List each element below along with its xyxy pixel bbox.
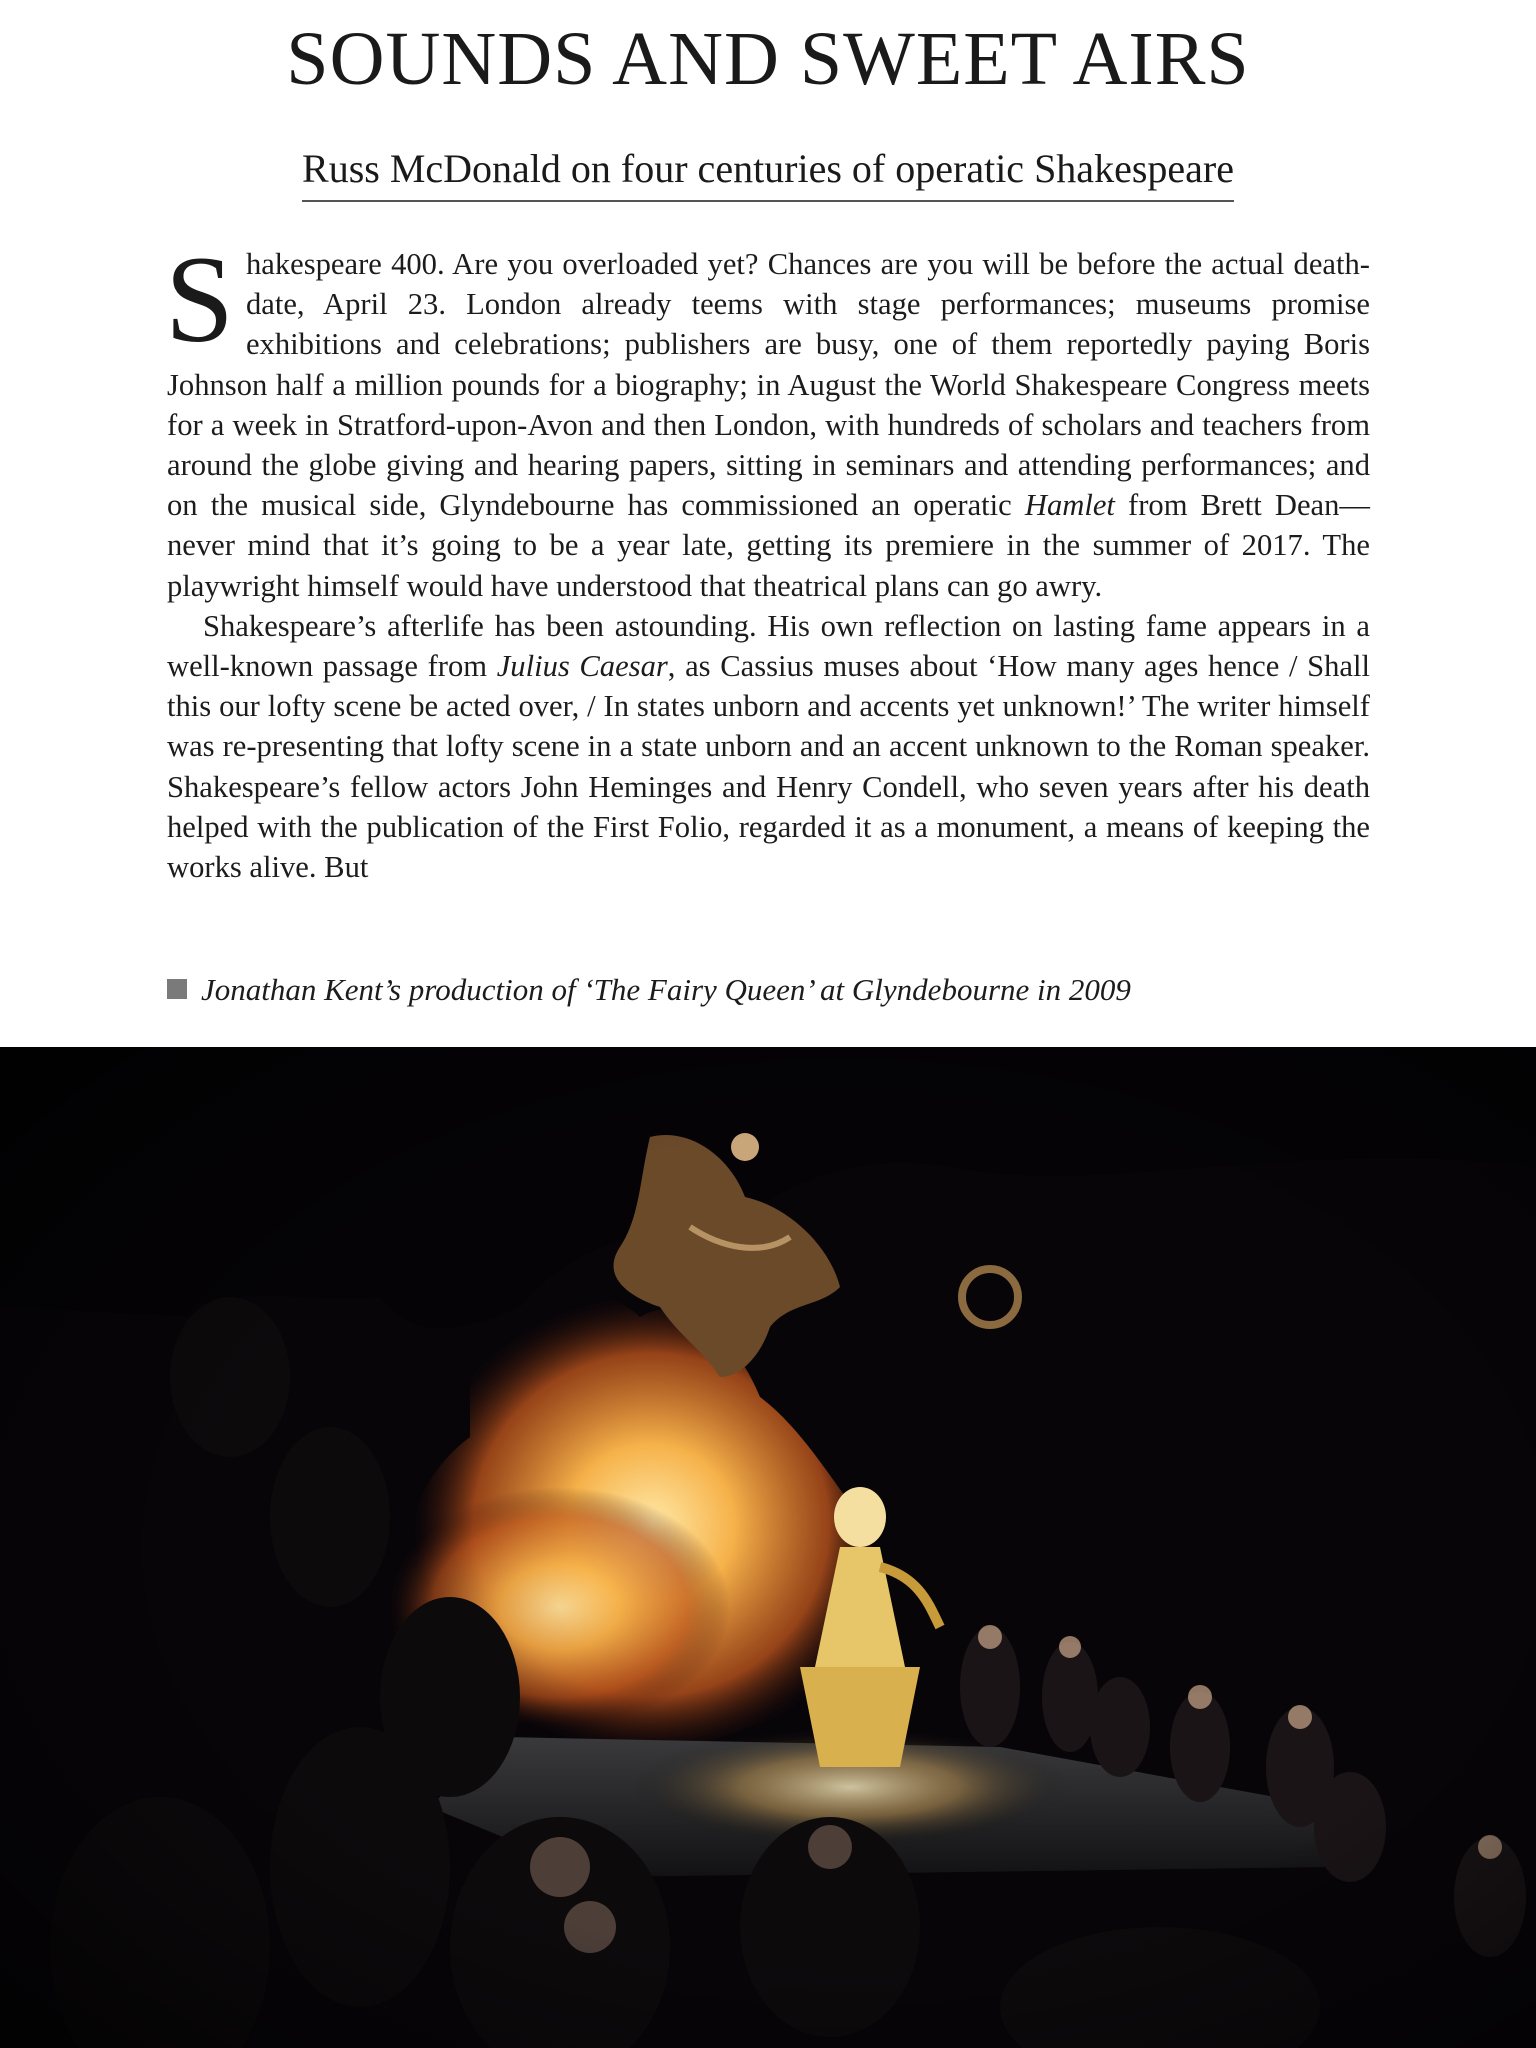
paragraph-1 xyxy=(165,231,1371,606)
article-byline: Russ McDonald on four centuries of operatic Shakespeare xyxy=(302,142,1234,202)
paragraph-2 xyxy=(167,606,1370,887)
photo-caption xyxy=(167,970,1417,1010)
work-title-hamlet: Hamlet xyxy=(1024,488,1115,523)
byline-container xyxy=(0,142,1536,202)
caption-square-icon xyxy=(167,979,187,999)
paragraph-1-text-a: hakespeare 400. Are you overloaded yet? Chances are you will be before the actual death-date, April 23. London already teems with stage performances; museums promise exhibitions and celebrations; publishers are busy, one of them reportedly paying Boris Johnson half a million pounds for a biography; in August the World Shakespeare Congress meets for a week in Stratford-upon-Avon and then London, with hundreds of scholars and teachers from around the globe giving and hearing papers, sitting in seminars and attending performances; and on the musical side, Glyndebourne has commissioned an operatic xyxy=(167,247,1370,523)
stage-performance-photo xyxy=(0,1047,1536,2048)
caption-text: Jonathan Kent’s production of ‘The Fairy Queen’ at Glyndebourne in 2009 xyxy=(201,972,1131,1007)
paragraph-1-text-b: from Brett Dean—never mind that it’s going to be a year late, getting its premiere in the summer of 2017. The playwright himself would have understood that theatrical plans can go awry. xyxy=(167,488,1371,603)
drop-cap: S xyxy=(165,231,234,368)
photo-vignette xyxy=(0,1047,1536,2048)
photo-illustration xyxy=(0,1047,1536,2048)
work-title-julius-caesar: Julius Caesar xyxy=(496,649,668,684)
paragraph-2-text-b: , as Cassius muses about ‘How many ages hence / Shall this our lofty scene be acted over, / In states unborn and accents yet unknown!’ The writer himself was re-presenting that lofty scene in a state unborn and an accent unknown to the Roman speaker. Shakespeare’s fellow actors John Heminges and Henry Condell, who seven years after his death helped with the publication of the First Folio, regarded it as a monument, a means of keeping the works alive. But xyxy=(167,649,1371,885)
paragraph-2-text-a: Shakespeare’s afterlife has been astounding. His own reflection on lasting fame appears in a well-known passage from xyxy=(167,608,1370,684)
article-body xyxy=(165,231,1371,887)
article-headline: SOUNDS AND SWEET AIRS xyxy=(286,17,1250,101)
